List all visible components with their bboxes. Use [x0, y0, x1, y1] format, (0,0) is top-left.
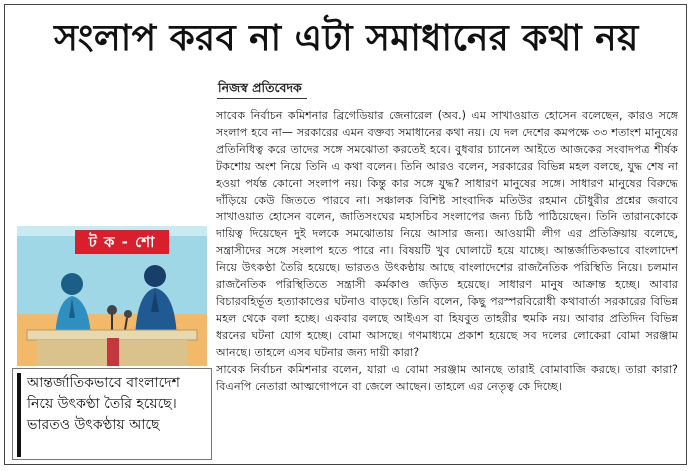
article-paragraph: সাবেক নির্বাচন কমিশনার ব্রিগেডিয়ার জেনারেল (অব.) এম সাখাওয়াত হোসেন বলেছেন, কারও সঙ্গে সংলাপ হবে না— সরকারের এমন বক্তব্য সমাধানের কথা নয়। যে দল দেশের কমপক্ষে ৩৩ শতাংশ মানুষের প্রতিনিধিত্ব করে তাদের সঙ্গে সমঝোতা করতেই হবে। বুধবার চ্যানেল আইতে আজকের সংবাদপত্র শীর্ষক টকশোয় অংশ নিয়ে তিনি এ কথা বলেন। তিনি আরও বলেন, সরকারের বিভিন্ন মহল বলছে, যুদ্ধ শেষ না হওয়া পর্যন্ত কোনো সংলাপ নয়। কিন্তু কার সঙ্গে যুদ্ধ? সাধারণ মানুষের সঙ্গে। সাধারণ মানুষের বিরুদ্ধে দাঁড়িয়ে কেউ জিততে পারবে না। সঞ্চালক বিশিষ্ট সাংবাদিক মতিউর রহমান চৌধুরীর প্রশ্নের জবাবে সাখাওয়াত হোসেন বলেন, জাতিসংঘের মহাসচিব সংলাপের জন্য চিঠি পাঠিয়েছেন। তিনি তারানকোকে দায়িত্ব দিয়েছেন দুই দলকে সমঝোতায় নিয়ে আসার জন্য। আওয়ামী লীগ এর প্রতিক্রিয়ায় বলেছে, সন্ত্রাসীদের সঙ্গে সংলাপ হতে পারে না। বিষয়টি খুব ঘোলাটে হয়ে যাচ্ছে। আন্তর্জাতিকভাবে বাংলাদেশ নিয়ে উৎকণ্ঠা তৈরি হয়েছে। ভারতও উৎকণ্ঠায় আছে বাংলাদেশের রাজনৈতিক পরিস্থিতি নিয়ে। চলমান রাজনৈতিক পরিস্থিতিতে সন্ত্রাসী কর্মকাণ্ড জড়িত হয়েছে। সাধারণ মানুষ আক্রান্ত হচ্ছে। আবার বিচারবহির্ভূত হত্যাকাণ্ডের ঘটনাও বাড়ছে। তিনি বলেন, কিছু পরস্পরবিরোধী কথাবার্তা সরকারের বিভিন্ন মহল থেকে বলা হচ্ছে। একবার বলছে আইএস বা হিযবুত তাহরীর হুমকি নয়। আবার প্রতিদিন বিভিন্ন ধরনের ঘটনা যোগ হচ্ছে। বোমা আসছে। গণমাধ্যমে প্রকাশ হয়েছে সব দলের লোকেরা বোমা সরঞ্জাম আনছে। তাহলে এসব ঘটনার জন্য দায়ী কারা? [216, 109, 678, 359]
headline: সংলাপ করব না এটা সমাধানের কথা নয় [54, 18, 639, 59]
byline-rule [217, 98, 307, 99]
talk-show-banner: ট ক - শো [75, 230, 169, 254]
article-paragraph: সাবেক নির্বাচন কমিশনার বলেন, যারা এ বোমা সরঞ্জাম আনছে তারাই বোমাবাজি করছে। তারা কারা? বিএনপি নেতারা আত্মগোপনে বা জেলে আছেন। তাহলে এর নেতৃত্ব কে দিচ্ছে। [216, 362, 678, 393]
byline: নিজস্ব প্রতিবেদক [218, 80, 302, 95]
pull-quote-line: ভারতও উৎকণ্ঠায় আছে [27, 417, 160, 433]
pull-quote-line: আন্তর্জাতিকভাবে বাংলাদেশ [27, 375, 180, 391]
article-body [216, 108, 678, 458]
talk-show-illustration [17, 226, 207, 366]
pull-quote [17, 373, 209, 457]
pull-quote-line: নিয়ে উৎকণ্ঠা তৈরি হয়েছে। [27, 396, 177, 412]
